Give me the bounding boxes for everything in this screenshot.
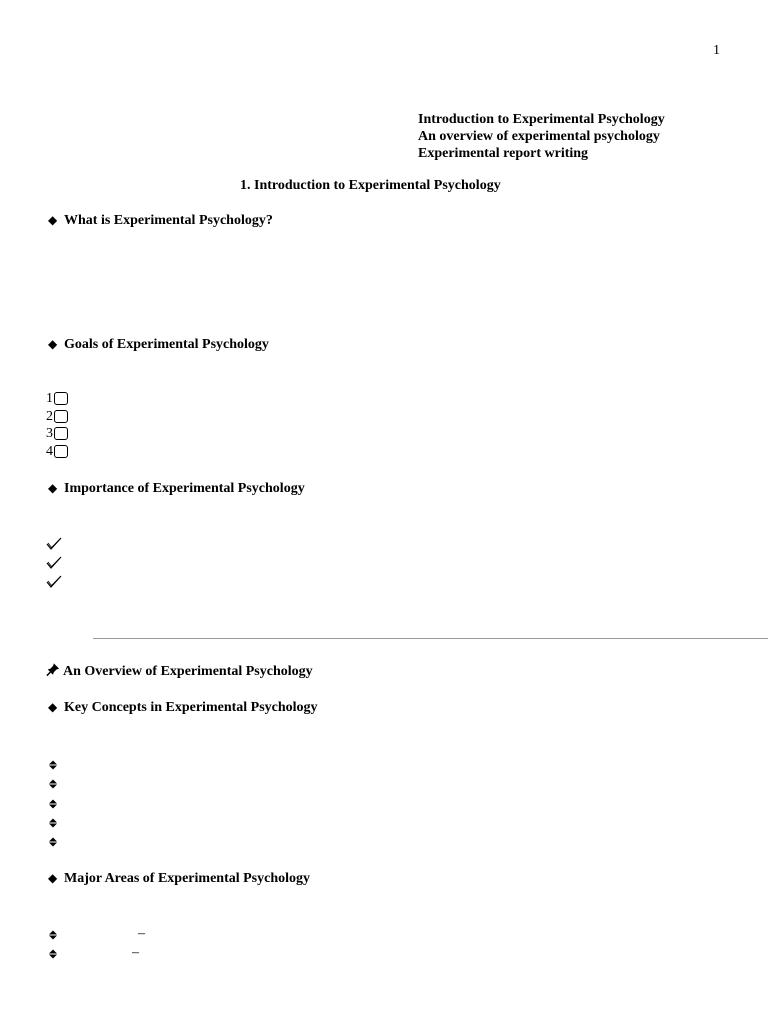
empty-box-icon [54,410,68,423]
horizontal-divider [93,638,768,639]
section-heading-text: An Overview of Experimental Psychology [63,664,313,679]
list-item [46,390,68,408]
empty-box-icon [54,445,68,458]
section-heading-goals [48,337,269,353]
document-header [418,111,665,162]
section-heading-key-concepts [48,700,318,716]
empty-box-icon [54,392,68,405]
header-line-3: Experimental report writing [418,146,589,161]
list-number: 4 [46,443,53,459]
checkmark-icon [46,575,62,589]
round-bullet-icon [48,799,58,809]
section-heading-text: Goals of Experimental Psychology [64,337,269,352]
header-line-1: Introduction to Experimental Psychology [418,112,665,127]
section-heading-text: Importance of Experimental Psychology [64,481,305,496]
list-item [46,425,68,443]
list-number: 3 [46,426,53,442]
list-item [46,408,68,426]
round-bullet-icon [48,818,58,828]
diamond-bullet-icon: ◆ [48,481,58,495]
section-heading-text: Key Concepts in Experimental Psychology [64,700,318,715]
diamond-bullet-icon: ◆ [48,871,58,885]
list-item-dash: – [132,945,139,960]
section-heading-importance [48,481,305,497]
round-bullet-icon [48,779,58,789]
list-number: 2 [46,408,53,424]
header-line-2: An overview of experimental psychology [418,129,660,144]
empty-box-icon [54,427,68,440]
page-title: 1. Introduction to Experimental Psychology [240,178,501,193]
diamond-bullet-icon: ◆ [48,700,58,714]
section-heading-text: Major Areas of Experimental Psychology [64,871,311,886]
list-item-dash: – [138,926,145,941]
checkmark-icon [46,537,62,551]
pushpin-icon [46,662,60,677]
page-number: 1 [713,43,720,58]
diamond-bullet-icon: ◆ [48,337,58,351]
goals-list [46,390,68,460]
section-heading-overview [46,662,313,680]
section-heading-major-areas [48,871,310,887]
list-number: 1 [46,391,53,407]
round-bullet-icon [48,837,58,847]
diamond-bullet-icon: ◆ [48,213,58,227]
checkmark-icon [46,556,62,570]
section-heading-what-is [48,213,273,229]
list-item [46,443,68,461]
section-heading-text: What is Experimental Psychology? [64,213,273,228]
round-bullet-icon [48,949,58,959]
round-bullet-icon [48,930,58,940]
round-bullet-icon [48,760,58,770]
